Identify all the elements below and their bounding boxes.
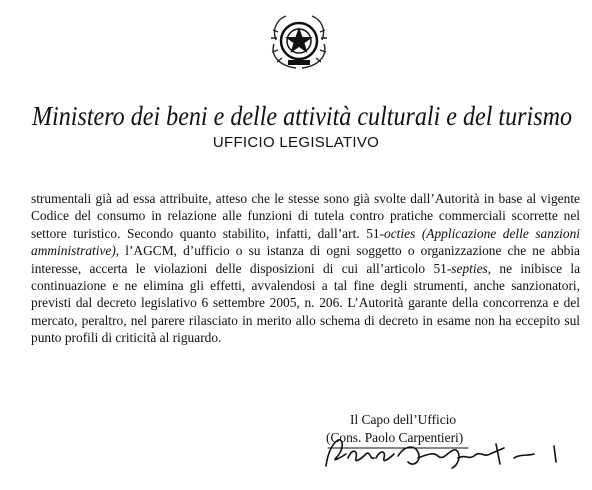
italian-republic-emblem-icon [266, 10, 332, 72]
body-text-part-3: , ne inibisce la continuazione e ne elimina gli effetti, avvalendosi a tal fine degli strumenti, anche sanzionatori, previsti dal decreto legislativo 6 settembre 2005, n. 206. L’Autorità garante della concorrenza e del mercato, peraltro, nel parere rilasciato in merito allo schema di decreto in esame non ha eccepito sul punto profili di criticità al riguardo. [31, 260, 581, 346]
office-name: UFFICIO LEGISLATIVO [212, 134, 380, 151]
body-text-part-1: strumentali già ad essa attribuite, atteso che le stesse sono già svolte dall’Autorità in base al vigente Codice del consumo in relazione alle funzioni di tutela contro pratiche commerciali scorrette nel settore turistico. Secondo quanto stabilito, infatti, dall’art. 51- [31, 191, 580, 241]
signatory-title: Il Capo dell’Ufficio [350, 412, 457, 427]
body-text-part-2: , l’AGCM, d’ufficio o su istanza di ogni soggetto o organizzazione che ne abbia interesse, accerta le violazioni delle disposizioni di cui all’articolo 51- [31, 243, 580, 276]
signatory-name: (Cons. Paolo Carpentieri) [326, 430, 464, 445]
body-text-italic-2: septies [451, 260, 488, 276]
handwritten-signature [318, 428, 578, 478]
ministry-name-script [32, 95, 577, 137]
body-paragraph [31, 190, 580, 347]
body-text-italic-1: octies (Applicazione delle sanzioni amministrative) [31, 225, 580, 259]
svg-text:Ministero dei beni e delle att: Ministero dei beni e delle attività culturali e del turismo [31, 101, 573, 131]
